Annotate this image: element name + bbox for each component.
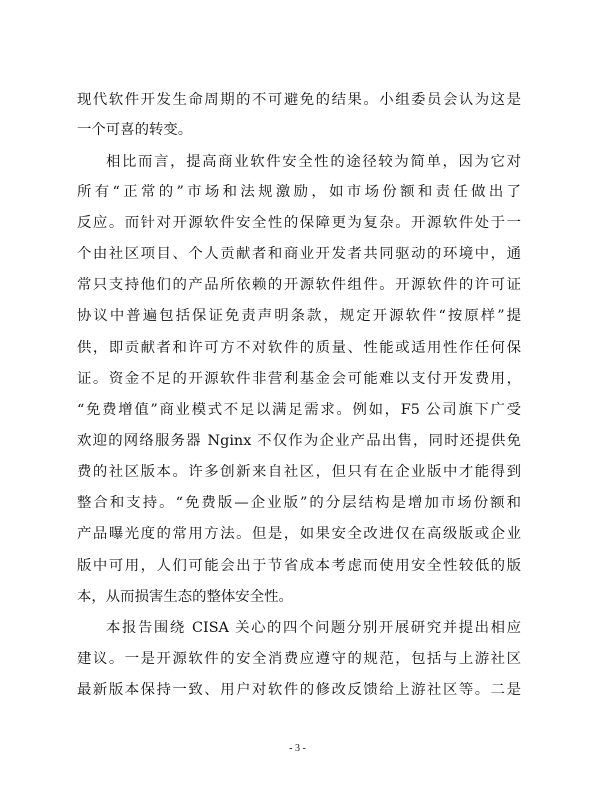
text-line: 本报告围绕 CISA 关心的四个问题分别开展研究并提出相应 — [106, 620, 521, 636]
text-line: 所有“正常的”市场和法规激励，如市场份额和责任做出了 — [77, 184, 521, 200]
text-line: 协议中普遍包括保证免责声明条款，规定开源软件“按原样”提 — [77, 308, 521, 324]
text-line: 最新版本保持一致、用户对软件的修改反馈给上游社区等。二是 — [77, 682, 521, 698]
text-line: 欢迎的网络服务器 Nginx 不仅作为企业产品出售，同时还提供免 — [77, 433, 521, 449]
text-line: 一个可喜的转变。 — [77, 122, 193, 138]
text-line: 常只支持他们的产品所依赖的开源软件组件。开源软件的许可证 — [77, 277, 521, 293]
text-line: 供，即贡献者和许可方不对软件的质量、性能或适用性作任何保 — [77, 340, 521, 356]
text-line: 个由社区项目、个人贡献者和商业开发者共同驱动的环境中，通 — [77, 246, 521, 262]
text-line: 反应。而针对开源软件安全性的保障更为复杂。开源软件处于一 — [77, 215, 521, 231]
text-line: 产品曝光度的常用方法。但是，如果安全改进仅在高级版或企业 — [77, 526, 521, 542]
text-line: 整合和支持。“免费版—企业版”的分层结构是增加市场份额和 — [77, 495, 521, 511]
page-number: - 3 - — [289, 743, 306, 754]
text-line: 现代软件开发生命周期的不可避免的结果。小组委员会认为这是 — [77, 92, 521, 108]
text-line: 本，从而损害生态的整体安全性。 — [77, 589, 293, 605]
text-line: 证。资金不足的开源软件非营利基金会可能难以支付开发费用， — [77, 371, 521, 387]
text-line: 相比而言，提高商业软件安全性的途径较为简单，因为它对 — [106, 154, 521, 170]
text-line: 建议。一是开源软件的安全消费应遵守的规范，包括与上游社区 — [77, 651, 521, 667]
text-line: “免费增值”商业模式不足以满足需求。例如，F5 公司旗下广受 — [77, 402, 521, 418]
text-line: 版中可用，人们可能会出于节省成本考虑而使用安全性较低的版 — [77, 558, 521, 574]
text-line: 费的社区版本。许多创新来自社区，但只有在企业版中才能得到 — [77, 464, 521, 480]
